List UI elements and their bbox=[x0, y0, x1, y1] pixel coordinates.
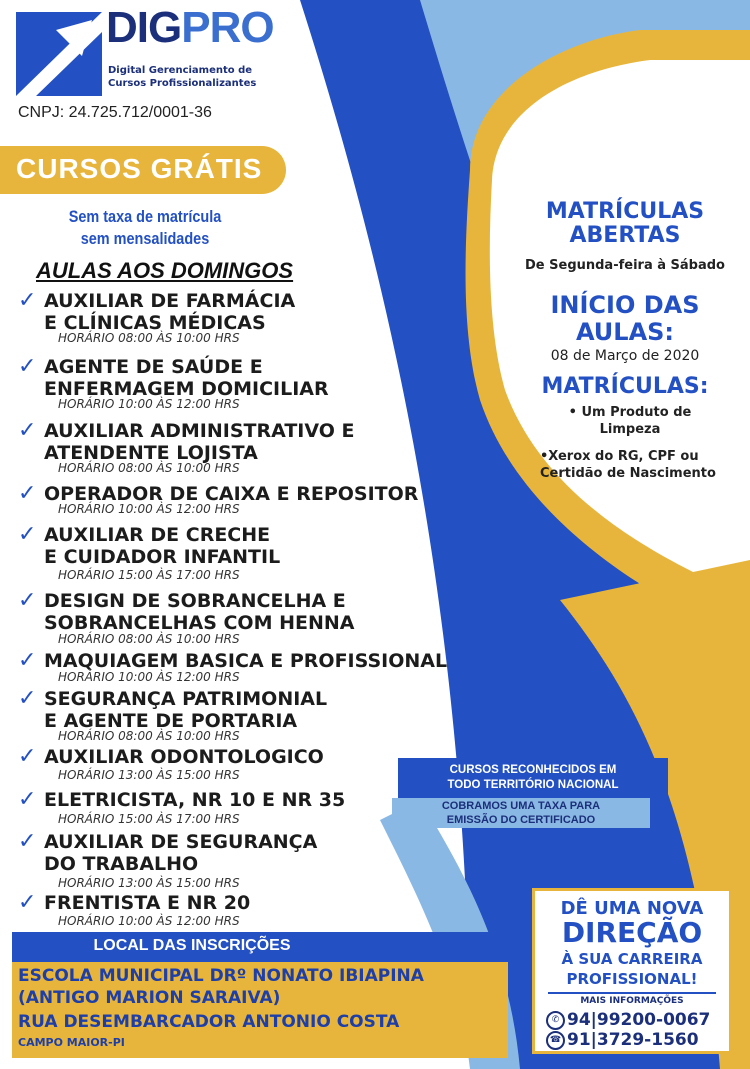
course-schedule: HORÁRIO 13:00 ÀS 15:00 HRS bbox=[58, 768, 240, 782]
course-schedule: HORÁRIO 10:00 ÀS 12:00 HRS bbox=[58, 502, 240, 516]
course-name: DESIGN DE SOBRANCELHA E SOBRANCELHAS COM HENNA bbox=[44, 590, 355, 634]
course-schedule: HORÁRIO 10:00 ÀS 12:00 HRS bbox=[58, 914, 240, 928]
enrollment-title-line1: MATRÍCULAS bbox=[545, 199, 705, 224]
classes-start-date: 08 de Março de 2020 bbox=[550, 348, 700, 364]
requirements-title: MATRÍCULAS: bbox=[541, 374, 709, 399]
course-schedule: HORÁRIO 13:00 ÀS 15:00 HRS bbox=[58, 876, 240, 890]
course-schedule: HORÁRIO 15:00 ÀS 17:00 HRS bbox=[58, 568, 240, 582]
course-schedule: HORÁRIO 15:00 ÀS 17:00 HRS bbox=[58, 812, 240, 826]
check-icon: ✓ bbox=[18, 481, 37, 506]
check-icon: ✓ bbox=[18, 744, 37, 769]
check-icon: ✓ bbox=[18, 648, 37, 673]
logo-subtitle-line2: Cursos Profissionalizantes bbox=[108, 78, 257, 89]
enrollment-title-line2: ABERTAS bbox=[569, 223, 681, 248]
course-name: AUXILIAR ADMINISTRATIVO E ATENDENTE LOJISTA bbox=[44, 420, 355, 464]
whatsapp-phone[interactable] bbox=[546, 1010, 710, 1030]
phone-icon: ☎ bbox=[546, 1031, 565, 1050]
check-icon: ✓ bbox=[18, 686, 37, 711]
enrollment-open-title bbox=[500, 200, 750, 248]
course-schedule: HORÁRIO 10:00 ÀS 12:00 HRS bbox=[58, 397, 240, 411]
course-name: AUXILIAR ODONTOLOGICO bbox=[44, 746, 324, 768]
check-icon: ✓ bbox=[18, 588, 37, 613]
requirement-item: • Um Produto de Limpeza bbox=[568, 405, 692, 437]
check-icon: ✓ bbox=[18, 787, 37, 812]
check-icon: ✓ bbox=[18, 890, 37, 915]
logo-wordmark bbox=[106, 3, 274, 52]
requirement-item: •Xerox do RG, CPF ou Certidão de Nascimento bbox=[540, 449, 716, 481]
location-title: LOCAL DAS INSCRIÇÕES bbox=[93, 937, 291, 954]
classes-start-title bbox=[500, 292, 750, 346]
whatsapp-icon: ✆ bbox=[546, 1011, 565, 1030]
cta-line: DÊ UMA NOVA bbox=[560, 898, 704, 919]
location-line: (ANTIGO MARION SARAIVA) bbox=[18, 988, 281, 1008]
location-city: CAMPO MAIOR-PI bbox=[18, 1036, 125, 1049]
course-schedule: HORÁRIO 08:00 ÀS 10:00 HRS bbox=[58, 461, 240, 475]
classes-start-line1: INÍCIO DAS bbox=[550, 291, 700, 319]
course-name: AUXILIAR DE CRECHE E CUIDADOR INFANTIL bbox=[44, 524, 281, 568]
no-fees-line2: sem mensalidades bbox=[80, 229, 210, 248]
logo-dig: DIG bbox=[106, 3, 182, 52]
recognition-line2: TODO TERRITÓRIO NACIONAL bbox=[447, 779, 619, 791]
course-name: OPERADOR DE CAIXA E REPOSITOR bbox=[44, 483, 419, 505]
check-icon: ✓ bbox=[18, 829, 37, 854]
logo-pro: PRO bbox=[181, 3, 274, 52]
course-name: AUXILIAR DE FARMÁCIA E CLÍNICAS MÉDICAS bbox=[44, 290, 296, 334]
recognition-text bbox=[398, 763, 668, 793]
course-schedule: HORÁRIO 10:00 ÀS 12:00 HRS bbox=[58, 670, 240, 684]
course-schedule: HORÁRIO 08:00 ÀS 10:00 HRS bbox=[58, 331, 240, 345]
certificate-fee-line2: EMISSÃO DO CERTIFICADO bbox=[446, 814, 596, 826]
sunday-classes-heading: AULAS AOS DOMINGOS bbox=[36, 258, 294, 283]
logo-subtitle bbox=[108, 64, 256, 90]
location-line: RUA DESEMBARCADOR ANTONIO COSTA bbox=[18, 1012, 400, 1032]
no-fees-note bbox=[22, 206, 269, 250]
cta-line: PROFISSIONAL! bbox=[566, 970, 698, 988]
certificate-fee-line1: COBRAMOS UMA TAXA PARA bbox=[441, 800, 601, 812]
course-name: SEGURANÇA PATRIMONIAL E AGENTE DE PORTARIA bbox=[44, 688, 328, 732]
cnpj-text: CNPJ: 24.725.712/0001-36 bbox=[18, 104, 212, 121]
location-line: ESCOLA MUNICIPAL DRº NONATO IBIAPINA bbox=[18, 966, 424, 986]
course-name: AGENTE DE SAÚDE E ENFERMAGEM DOMICILIAR bbox=[44, 356, 329, 400]
check-icon: ✓ bbox=[18, 354, 37, 379]
cta-line: À SUA CARREIRA bbox=[561, 950, 703, 968]
landline-number: 91|3729-1560 bbox=[567, 1030, 699, 1050]
course-name: ELETRICISTA, NR 10 E NR 35 bbox=[44, 789, 346, 811]
course-name: AUXILIAR DE SEGURANÇA DO TRABALHO bbox=[44, 831, 318, 875]
check-icon: ✓ bbox=[18, 418, 37, 443]
course-name: MAQUIAGEM BASICA E PROFISSIONAL bbox=[44, 650, 448, 672]
course-name: FRENTISTA E NR 20 bbox=[44, 892, 251, 914]
course-schedule: HORÁRIO 08:00 ÀS 10:00 HRS bbox=[58, 729, 240, 743]
more-info-label: MAIS INFORMAÇÕES bbox=[580, 996, 684, 1006]
logo-subtitle-line1: Digital Gerenciamento de bbox=[108, 65, 253, 76]
check-icon: ✓ bbox=[18, 288, 37, 313]
whatsapp-number: 94|99200-0067 bbox=[567, 1010, 711, 1030]
enrollment-days: De Segunda-feira à Sábado bbox=[525, 258, 725, 273]
landline-phone[interactable] bbox=[546, 1030, 699, 1050]
certificate-fee-text bbox=[392, 799, 650, 827]
cursos-gratis-title: CURSOS GRÁTIS bbox=[16, 153, 263, 184]
recognition-line1: CURSOS RECONHECIDOS EM bbox=[449, 764, 617, 776]
course-schedule: HORÁRIO 08:00 ÀS 10:00 HRS bbox=[58, 632, 240, 646]
digpro-logo-icon bbox=[16, 12, 102, 96]
cta-divider bbox=[548, 992, 716, 994]
cta-headline: DIREÇÃO bbox=[561, 916, 703, 949]
classes-start-line2: AULAS: bbox=[575, 318, 675, 346]
check-icon: ✓ bbox=[18, 522, 37, 547]
no-fees-line1: Sem taxa de matrícula bbox=[68, 207, 222, 226]
